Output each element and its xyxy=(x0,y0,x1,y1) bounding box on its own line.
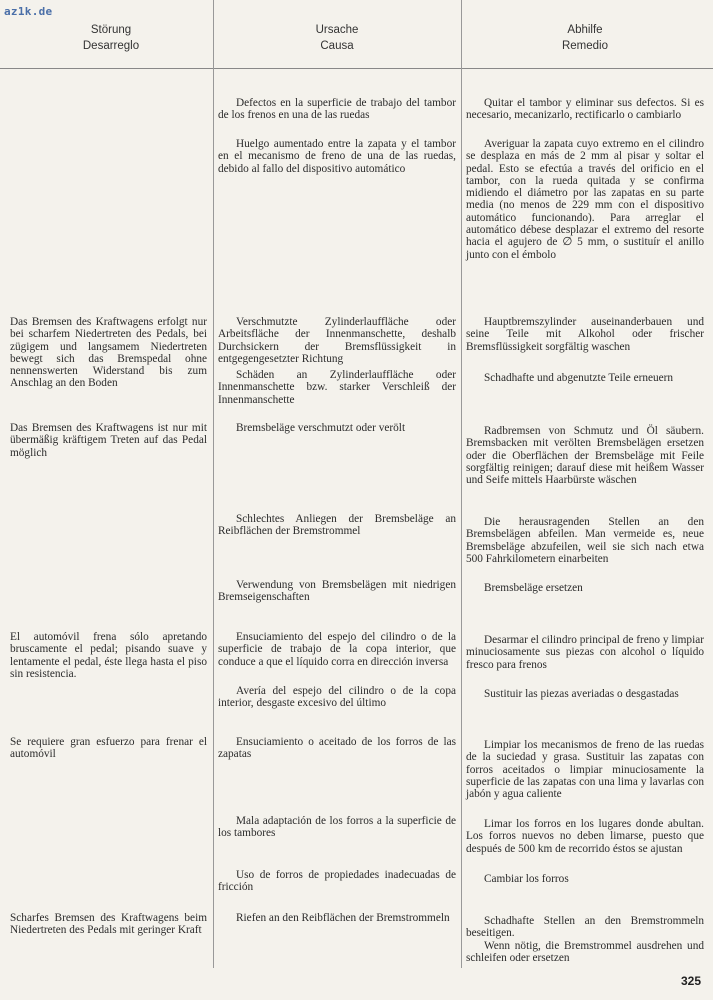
remedy-text: Quitar el tambor y eliminar sus defectos. Si es necesario, mecanizarlo, rectificarlo o cambiarlo xyxy=(466,97,704,122)
remedy-text: Die herausragenden Stellen an den Bremsbelägen abfeilen. Man vermeide es, neue Bremsbeläge abzufeilen, weil sie sich nach etwa 500 Fahrkilometern einarbeiten xyxy=(466,516,704,565)
column-divider xyxy=(213,0,214,968)
remedy-text: Limpiar los mecanismos de freno de las ruedas de la suciedad y grasa. Sustituir las zapatas con forros aceitados o limpiar minuciosamente la superficie de las zapatas con una lima y lavarlas con jabón y agua caliente xyxy=(466,739,704,801)
cause-text: Avería del espejo del cilindro o de la copa interior, desgaste excesivo del último xyxy=(218,685,456,710)
remedy-text: Schadhafte Stellen an den Bremstrommeln beseitigen. xyxy=(466,915,704,940)
cause-text: Ensuciamiento del espejo del cilindro o de la superficie de trabajo de la copa interior, que conduce a que el líquido corra en dirección inversa xyxy=(218,631,456,668)
header-col-abhilfe: Abhilfe Remedio xyxy=(561,24,609,52)
cause-text: Verschmutzte Zylinderlauffläche oder Arbeitsfläche der Innenmanschette, deshalb Durchsickern der Bremsflüssigkeit in entgegengesetzter Richtung xyxy=(218,316,456,365)
cause-text: Bremsbeläge verschmutzt oder verölt xyxy=(236,422,406,434)
remedy-text: Sustituir las piezas averiadas o desgastadas xyxy=(484,688,679,700)
cause-text: Uso de forros de propiedades inadecuadas de fricción xyxy=(218,869,456,894)
fault-text: Das Bremsen des Kraftwagens erfolgt nur bei scharfem Niedertreten des Pedals, bei zügigem und langsamem Niedertreten bewegt sich das Bremspedal ohne nennenswerten Widerstand bis zum Anschlag an den Boden xyxy=(10,316,207,390)
remedy-text: Cambiar los forros xyxy=(484,873,569,885)
fault-text: Scharfes Bremsen des Kraftwagens beim Niedertreten des Pedals mit geringer Kraft xyxy=(10,912,207,937)
remedy-text: Schadhafte und abgenutzte Teile erneuern xyxy=(484,372,674,384)
fault-text: Se requiere gran esfuerzo para frenar el automóvil xyxy=(10,736,207,761)
remedy-text: Radbremsen von Schmutz und Öl säubern. Bremsbacken mit verölten Bremsbelägen ersetzen oder die Oberflächen der Bremsbeläge mit Feile sorgfältig reinigen; darauf diese mit heißem Wasser und Seife mittels Haarbürste wäschen xyxy=(466,425,704,487)
cause-text: Huelgo aumentado entre la zapata y el tambor en el mecanismo de freno de una de las ruedas, debido al fallo del dispositivo automático xyxy=(218,138,456,175)
cause-text: Schlechtes Anliegen der Bremsbeläge an Reibflächen der Bremstrommel xyxy=(218,513,456,538)
cause-text: Defectos en la superficie de trabajo del tambor de los frenos en una de las ruedas xyxy=(218,97,456,122)
cause-text: Riefen an den Reibflächen der Bremstrommeln xyxy=(236,912,450,924)
fault-text: Das Bremsen des Kraftwagens ist nur mit übermäßig kräftigem Treten auf das Pedal möglich xyxy=(10,422,207,459)
cause-text: Verwendung von Bremsbelägen mit niedrigen Bremseigenschaften xyxy=(218,579,456,604)
cause-text: Ensuciamiento o aceitado de los forros de las zapatas xyxy=(218,736,456,761)
remedy-text: Desarmar el cilindro principal de freno y limpiar minuciosamente sus piezas con alcohol o líquido fresco para frenos xyxy=(466,634,704,671)
page-number: 325 xyxy=(680,974,701,988)
remedy-text: Wenn nötig, die Bremstrommel ausdrehen und schleifen oder ersetzen xyxy=(466,940,704,965)
cause-text: Schäden an Zylinderlauffläche oder Innenmanschette bzw. starker Verschleiß der Innenmanschette xyxy=(218,369,456,406)
site-watermark: az1k.de xyxy=(4,5,53,18)
remedy-text: Averiguar la zapata cuyo extremo en el cilindro se desplaza en más de 2 mm al pisar y soltar el pedal. Esto se efectúa a través del orificio en el tambor, con la rueda quitada y se confirma midiendo el diámetro por las zapatas en su parte media (no menos de 229 mm con el dispositivo automático funcionando). Para arreglar el automático débese desplazar el extremo del resorte hacia el agujero de ∅ 5 mm, o sustituír el anillo junto con el émbolo xyxy=(466,138,704,261)
header-col-ursache: Ursache Causa xyxy=(315,24,359,52)
remedy-text: Hauptbremszylinder auseinanderbauen und seine Teile mit Alkohol oder frischer Bremsflüssigkeit sorgfältig waschen xyxy=(466,316,704,353)
column-divider xyxy=(461,0,462,968)
cause-text: Mala adaptación de los forros a la superficie de los tambores xyxy=(218,815,456,840)
fault-text: El automóvil frena sólo apretando bruscamente el pedal; pisando suave y lentamente el pedal, éste llega hasta el piso sin resistencia. xyxy=(10,631,207,680)
table-header xyxy=(0,0,713,69)
remedy-text: Bremsbeläge ersetzen xyxy=(484,582,583,594)
header-col-stoerung: Störung Desarreglo xyxy=(82,24,140,52)
remedy-text: Limar los forros en los lugares donde abultan. Los forros nuevos no deben limarse, puesto que después de 500 km de recorrido éstos se ajustan xyxy=(466,818,704,855)
